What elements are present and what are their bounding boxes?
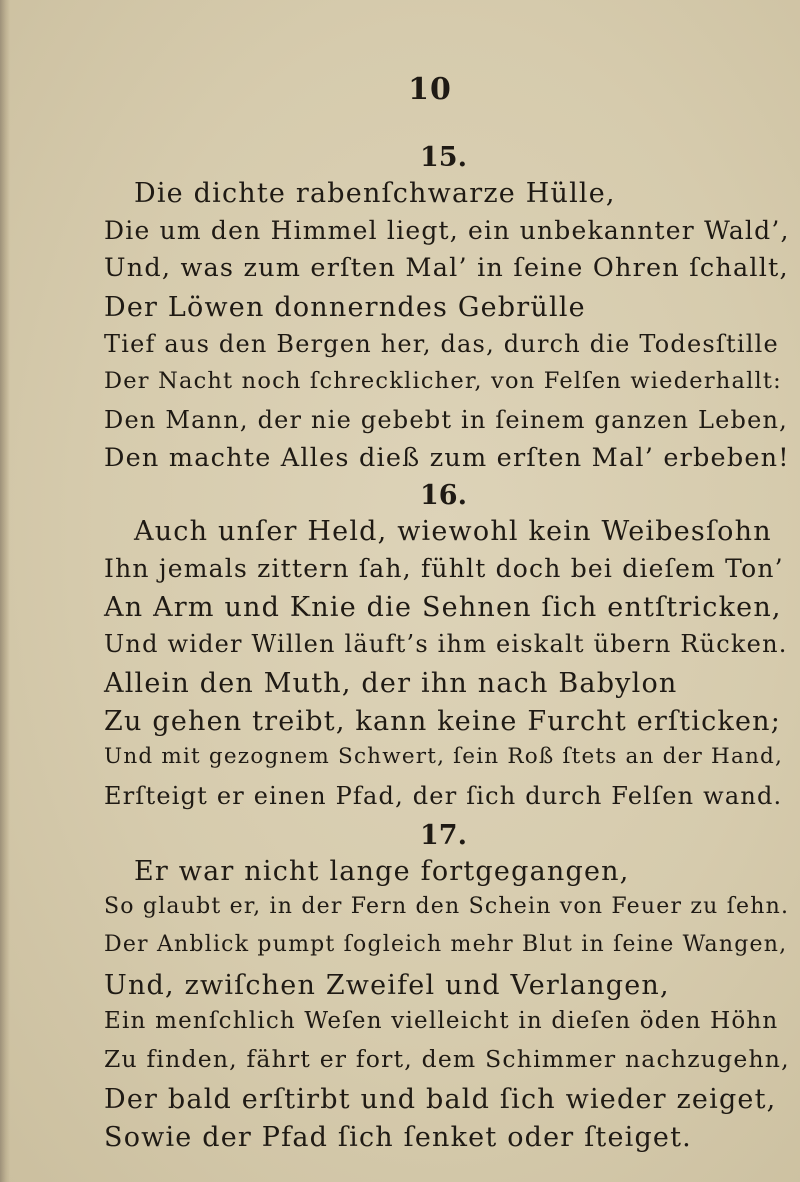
page-binding-edge (0, 0, 10, 1182)
verse-line: An Arm und Knie die Sehnen ſich entſtricken, (104, 592, 782, 623)
verse-line: Und, was zum erſten Mal’ in ſeine Ohren ſchallt, (104, 253, 789, 283)
stanza-number-17: 17. (420, 820, 467, 851)
verse-line: Die dichte rabenſchwarze Hülle, (134, 178, 616, 209)
verse-line: Den machte Alles dieß zum erſten Mal’ erbeben! (104, 443, 790, 473)
verse-line: Die um den Himmel liegt, ein unbekannter Wald’, (104, 216, 790, 245)
verse-line: Der bald erſtirbt und bald ſich wieder zeiget, (104, 1084, 777, 1115)
verse-line: Und mit gezognem Schwert, ſein Roß ſtets an der Hand, (104, 744, 784, 769)
verse-line: Der Löwen donnerndes Gebrülle (104, 292, 586, 323)
verse-line: Sowie der Pfad ſich ſenket oder ſteiget. (104, 1122, 692, 1153)
verse-line: Erſteigt er einen Pfad, der ſich durch Felſen wand. (104, 782, 783, 810)
verse-line: Und wider Willen läuft’s ihm eiskalt übern Rücken. (104, 630, 788, 658)
stanza-number-16: 16. (420, 480, 467, 511)
verse-line: Er war nicht lange fortgegangen, (134, 856, 630, 887)
page-number: 10 (408, 72, 452, 107)
verse-line: Den Mann, der nie gebebt in ſeinem ganzen Leben, (104, 406, 789, 434)
verse-line: Und, zwiſchen Zweifel und Verlangen, (104, 970, 670, 1001)
verse-line: Tief aus den Bergen her, das, durch die Todesſtille (104, 330, 779, 358)
verse-line: Der Nacht noch ſchrecklicher, von Felſen wiederhallt: (104, 368, 782, 394)
verse-line: Zu finden, fährt er fort, dem Schimmer nachzugehn, (104, 1045, 790, 1073)
stanza-number-15: 15. (420, 142, 467, 173)
verse-line: Ihn jemals zittern ſah, fühlt doch bei dieſem Ton’ (104, 554, 784, 583)
verse-line: Zu gehen treibt, kann keine Furcht erſticken; (104, 706, 782, 737)
verse-line: Allein den Muth, der ihn nach Babylon (104, 668, 678, 699)
verse-line: Ein menſchlich Weſen vielleicht in dieſen öden Höhn (104, 1008, 779, 1034)
verse-line: Der Anblick pumpt ſogleich mehr Blut in ſeine Wangen, (104, 932, 788, 957)
verse-line: So glaubt er, in der Fern den Schein von Feuer zu ſehn. (104, 894, 790, 919)
verse-line: Auch unſer Held, wiewohl kein Weibesſohn (134, 516, 772, 547)
